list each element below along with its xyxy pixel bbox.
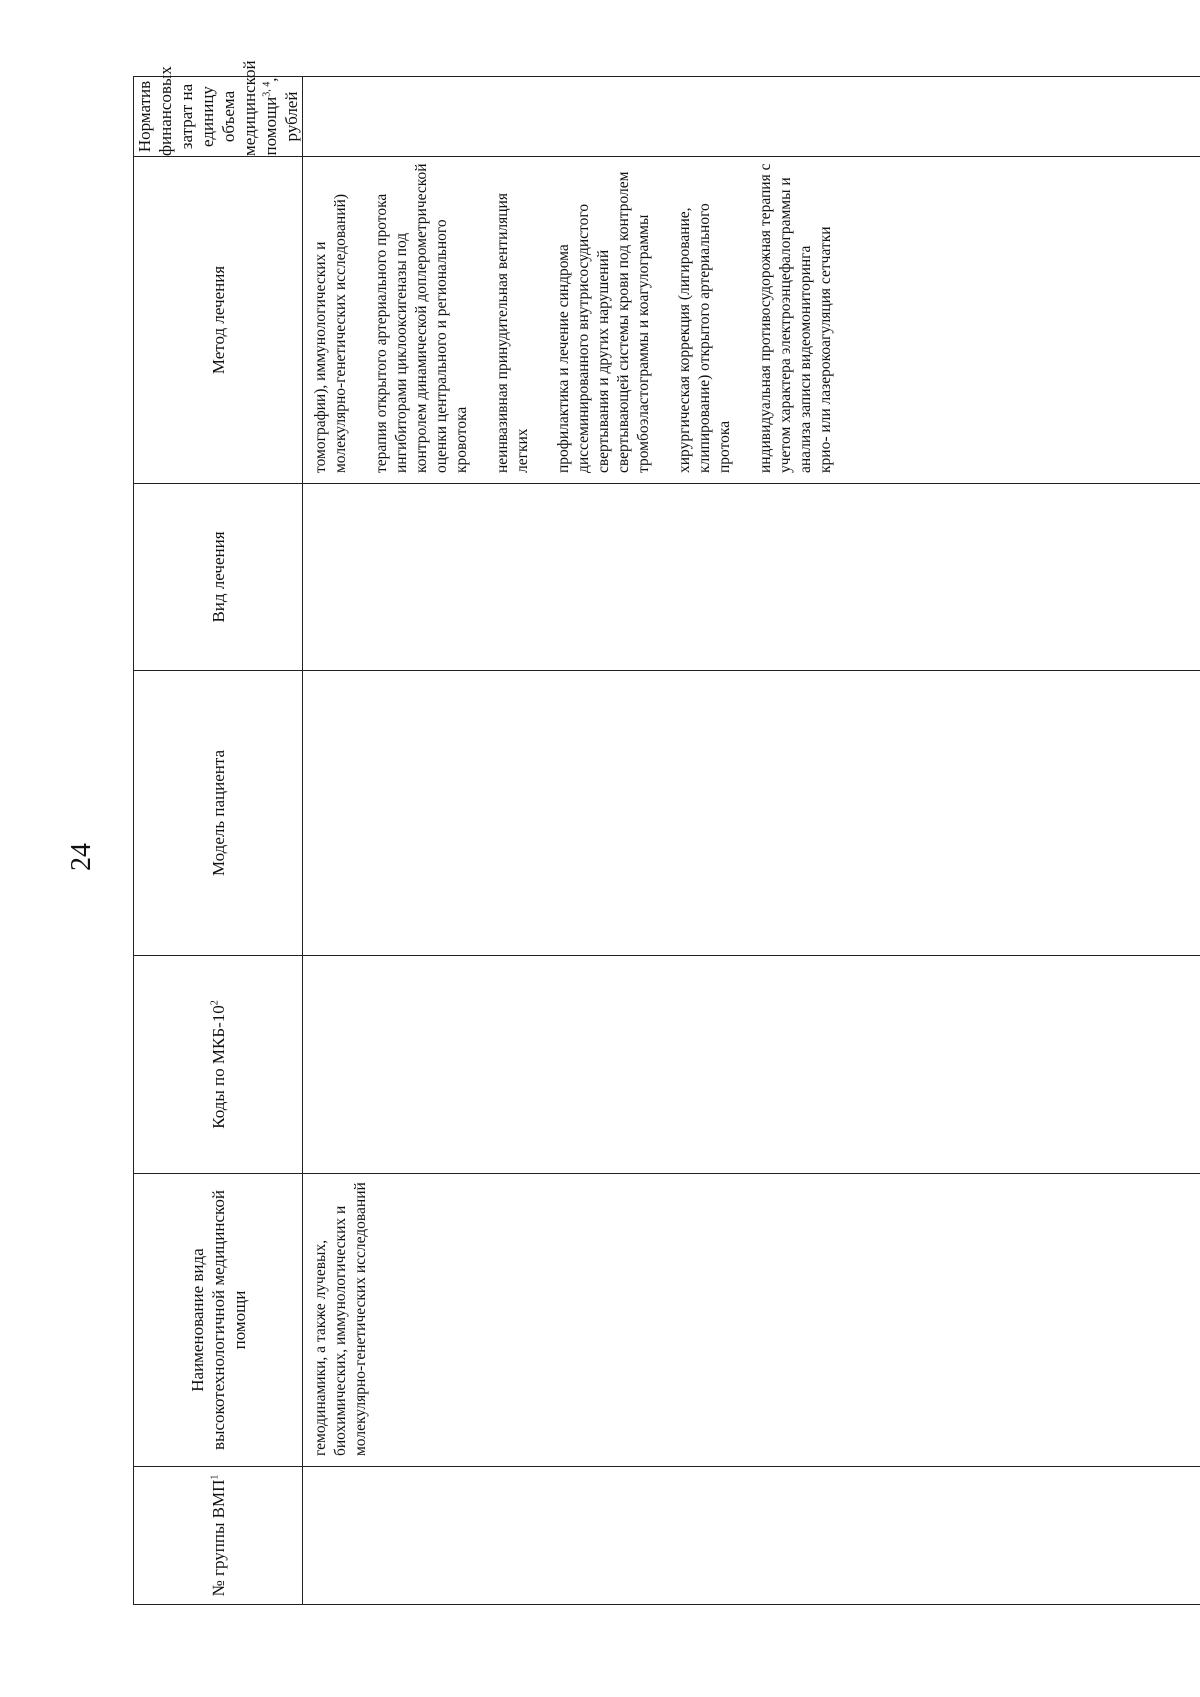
table-header-row [134,77,303,1605]
header-vmp-name: Наименование вида высокотехнологичной медицинской помощи [134,1174,303,1467]
cell-patient-model [303,671,1200,956]
header-group-number: № группы ВМП$^1$ [134,1467,303,1605]
method-item: крио- или лазерокоагуляция сетчатки [817,226,834,473]
cell-icd-codes [303,956,1200,1174]
cell-treatment-type [303,484,1200,671]
method-item: индивидуальная противосудорожная терапия с учетом характера электроэнцефалограммы и анализа записи видеомониторинга [757,163,814,473]
method-item: томографии), иммунологических и молекулярно-генетических исследований) [312,194,349,473]
header-treatment-method: Метод лечения [134,157,303,484]
method-item: неинвазивная принудительная вентиляция легких [494,193,531,473]
cell-vmp-name [303,1174,1200,1467]
method-item: терапия открытого артериального протока ингибиторами циклооксигеназы под контролем динамической доплерометрической оценки центрального и регионального кровотока [373,163,470,473]
header-treatment-type: Вид лечения [134,484,303,671]
header-icd-codes: Коды по МКБ-$10^2$ [134,956,303,1174]
vmp-table [133,60,1200,1605]
page-number: 24 [66,843,97,871]
table-row [303,77,1200,1605]
header-patient-model: Модель пациента [134,671,303,956]
method-item: хирургическая коррекция (лигирование, клипирование) открытого артериального протока [676,203,733,473]
cell-group-number [303,1467,1200,1605]
cell-treatment-method [303,157,1200,484]
header-cost-standard: Норматив финансовых затрат на единицу объема медицинской помощи$^{3, 4}$, рублей [135,60,301,156]
cell-cost-standard [303,77,1200,157]
vmp-name-text: гемодинамики, а также лучевых, биохимических, иммунологических и молекулярно-генетических исследований [312,1182,369,1456]
method-item: профилактика и лечение синдрома диссеминированного внутрисосудистого свертывания и других нарушений свертывающей системы крови под контролем тромбоэластограммы и коагулограммы [555,171,652,473]
